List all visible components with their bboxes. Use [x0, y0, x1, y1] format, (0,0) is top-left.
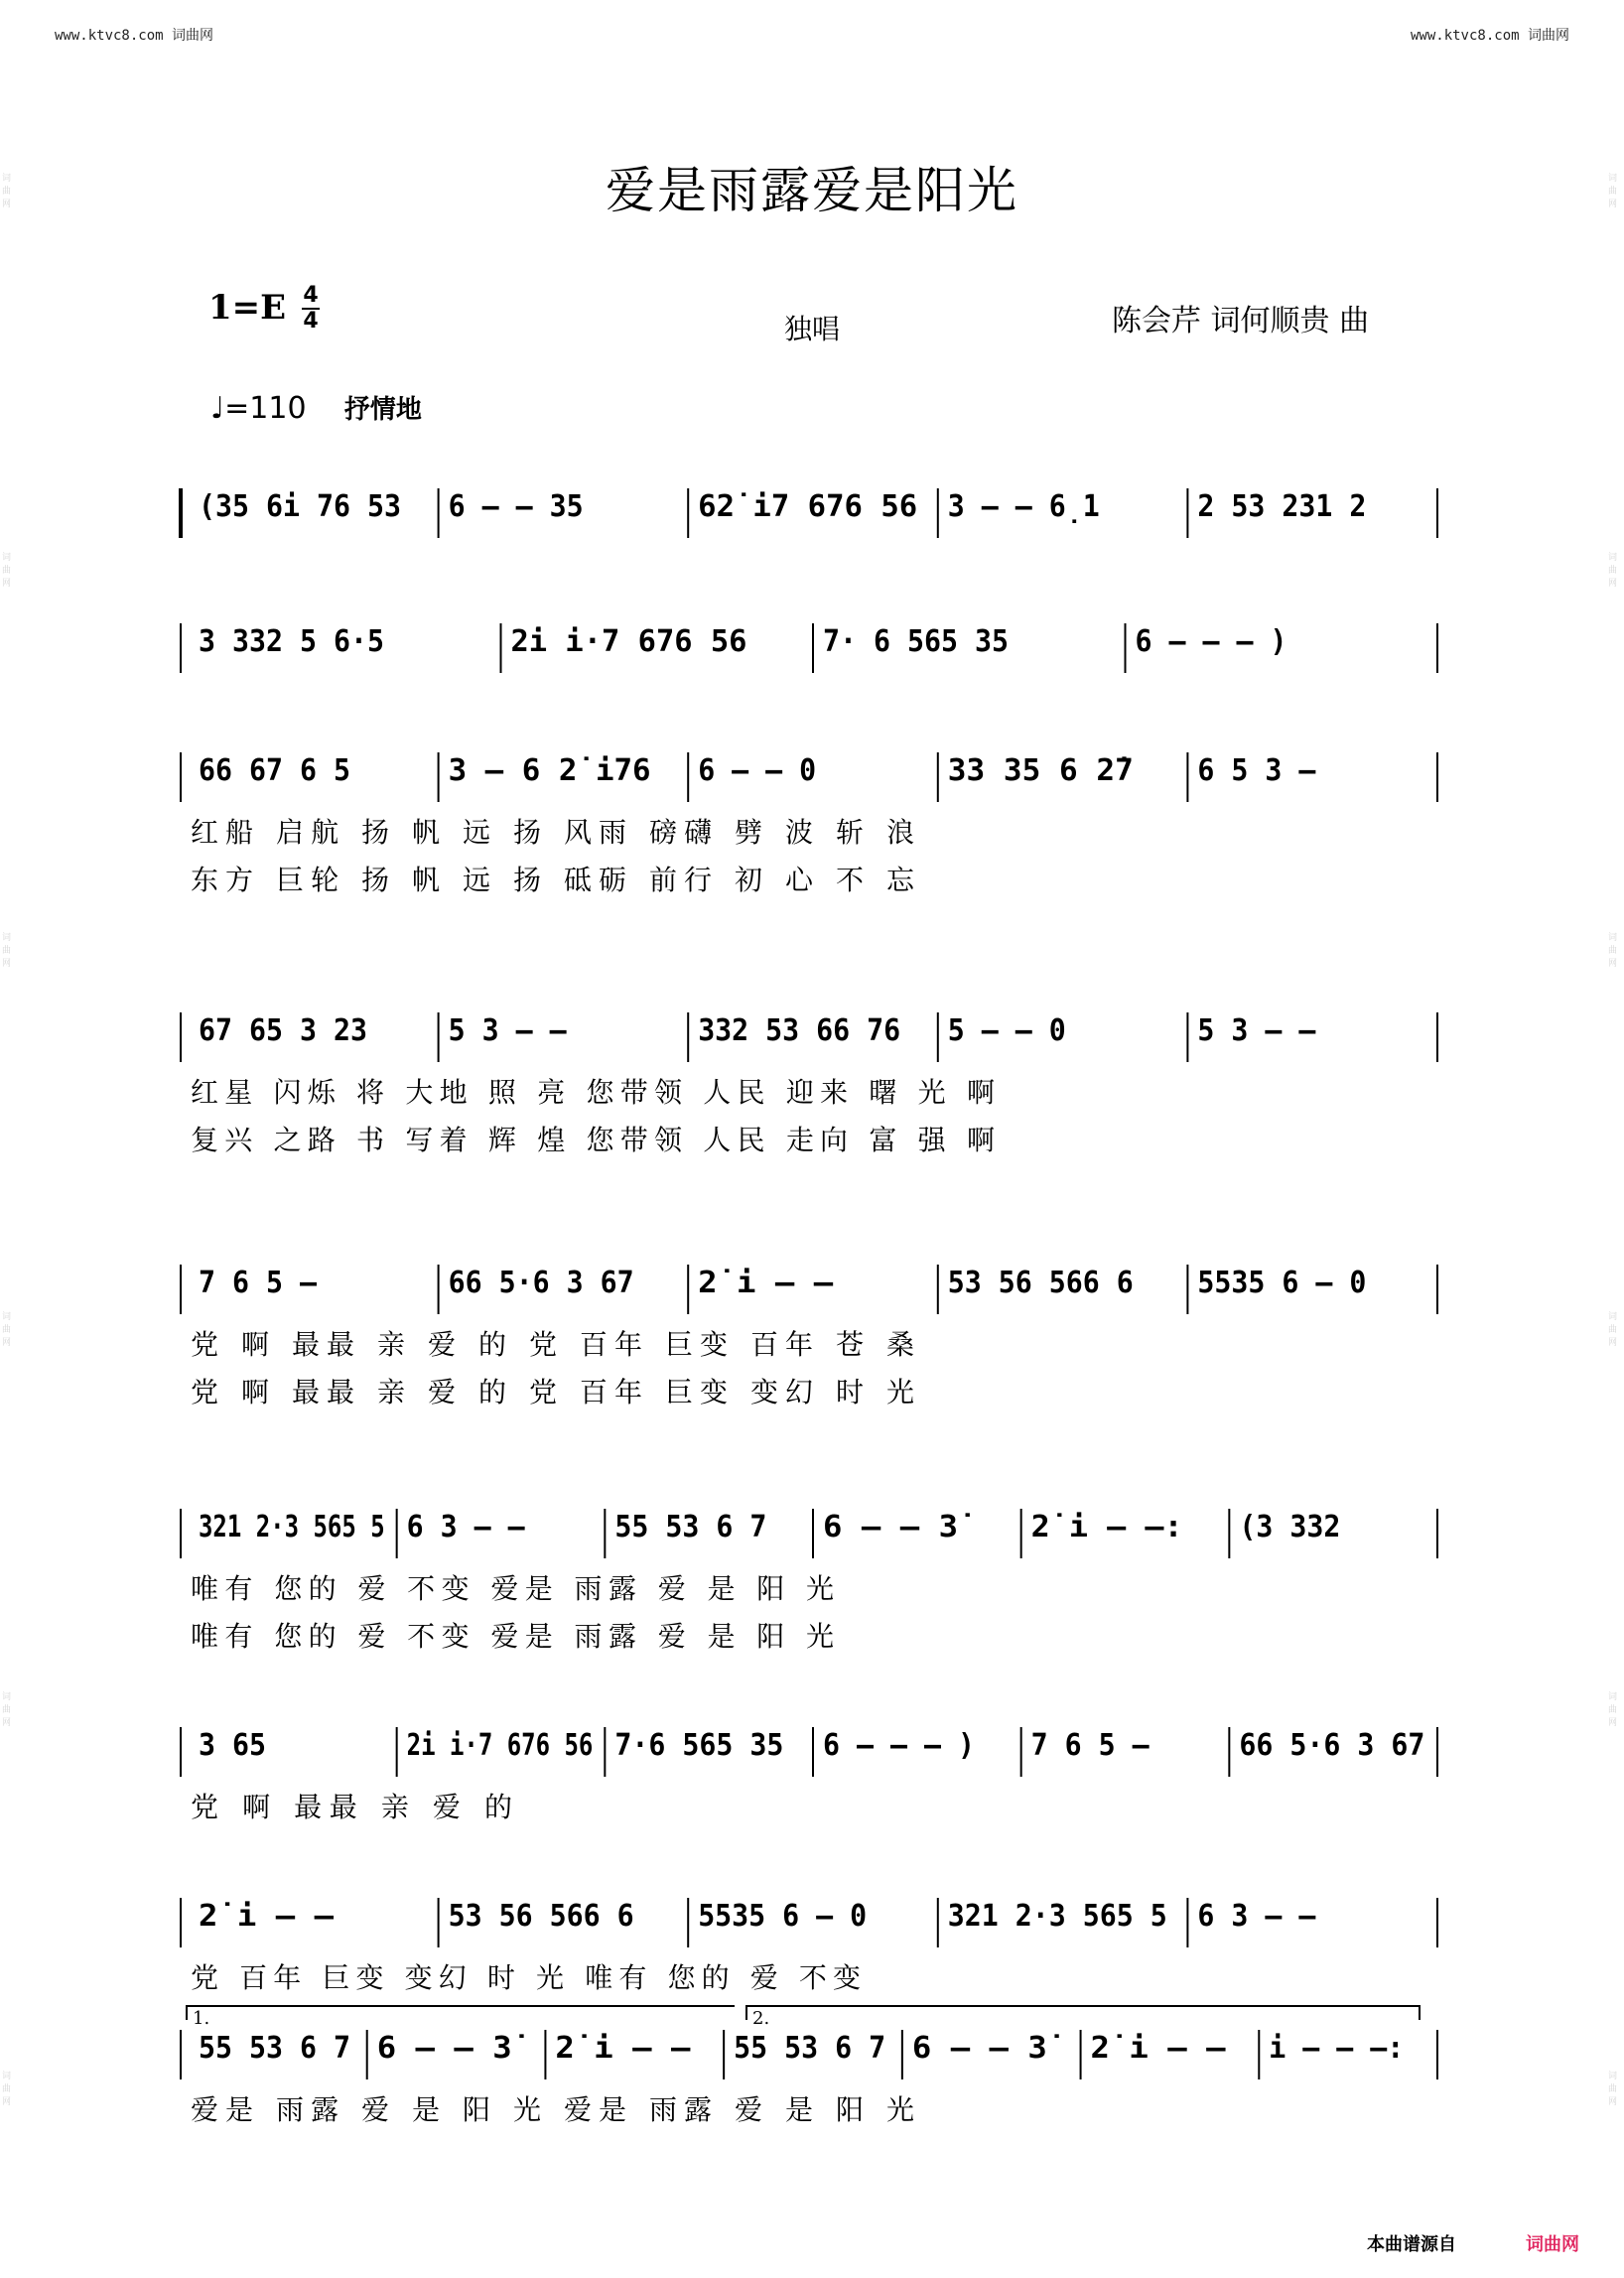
watermark-text: 词曲网 [2, 173, 12, 209]
measure: 7 6 5 – [1030, 1728, 1150, 1763]
measure: 3 – – 6̣1 [947, 489, 1100, 524]
measure: 66 5·6 3 67 [448, 1266, 634, 1300]
performance-type: 独唱 [784, 313, 841, 345]
measure: (3 332 [1239, 1510, 1341, 1544]
measure: 6 – – 3̇ [823, 1510, 971, 1544]
watermark-text: 词曲网 [2, 932, 12, 969]
measure: 55 53 6 7 [614, 1510, 767, 1544]
watermark-text: 词曲网 [1608, 173, 1618, 209]
lyric-line: 复兴 之路 书 写着 辉 煌 您带领 人民 走向 富 强 啊 [191, 1124, 995, 1156]
measure: 2̇ i – –: [1030, 1510, 1183, 1544]
measure: 6 – – 3̇ [911, 2031, 1060, 2066]
measure: 7 6 5 – [199, 1266, 318, 1300]
measure: 2̇i i·7 676 56 [510, 624, 747, 659]
measure: 5 3 – – [1197, 1013, 1317, 1048]
measure: 66 5·6 3 67 [1239, 1728, 1425, 1763]
lyric-line: 唯有 您的 爱 不变 爱是 雨露 爱 是 阳 光 [191, 1620, 834, 1653]
measure: 6 5 3 – [1197, 753, 1317, 788]
expression-mark: 抒情地 [343, 395, 422, 425]
measure: 6 3 – – [1197, 1899, 1317, 1934]
lyric-line: 红星 闪烁 将 大地 照 亮 您带领 人民 迎来 曙 光 啊 [191, 1076, 995, 1109]
watermark-text: 词曲网 [1608, 1312, 1618, 1349]
volta-second-label: 2. [752, 2008, 770, 2029]
measure: 55 53 6 7 [199, 2031, 350, 2066]
volta-second-bracket [746, 2006, 1420, 2020]
measure: 321 2·3 565 5 [199, 1510, 385, 1544]
measure: 321 2·3 565 5 [947, 1899, 1167, 1934]
measure: 66 67 6 5 [199, 753, 350, 788]
measure: 6 – – 35 [448, 489, 584, 524]
measure: 53 56 566 6 [448, 1899, 634, 1934]
measure: 6 – – – ) [1135, 624, 1287, 659]
tempo-mark: ♩=110 [210, 391, 307, 426]
measure: 5 3 – – [448, 1013, 568, 1048]
lyric-line: 红船 启航 扬 帆 远 扬 风雨 磅礴 劈 波 斩 浪 [191, 816, 914, 849]
watermark-text: 词曲网 [1608, 932, 1618, 969]
measure: 6 – – 3̇ [376, 2031, 525, 2066]
measure: 2̇ i – – [1090, 2031, 1227, 2066]
header-left-url: www.ktvc8.com 词曲网 [55, 28, 214, 44]
measure: 2 53 231 2 [1197, 489, 1367, 524]
measure: 6 – – – ) [823, 1728, 975, 1763]
measure: 2̇ i – – [199, 1899, 336, 1934]
measure: 53 56 566 6 [947, 1266, 1134, 1300]
measure: 7·6 565 35 [614, 1728, 784, 1763]
lyric-line: 爱是 雨露 爱 是 阳 光 爱是 雨露 爱 是 阳 光 [191, 2093, 914, 2126]
measure: 2̇ i – – [555, 2031, 692, 2066]
time-signature-top: 4 [303, 283, 319, 308]
measure: 2̇ i – – [698, 1266, 835, 1300]
measure: 5 – – 0 [947, 1013, 1066, 1048]
measure: 5535 6 – 0 [698, 1899, 868, 1934]
measure: 3 – 6 2̇ i76 [448, 753, 651, 788]
lyric-line: 唯有 您的 爱 不变 爱是 雨露 爱 是 阳 光 [191, 1572, 834, 1605]
lyric-line: 党 啊 最最 亲 爱 的 党 百年 巨变 百年 苍 桑 [191, 1328, 914, 1361]
watermark-text: 词曲网 [2, 553, 12, 590]
measure: (35 6i 76 53 [199, 489, 401, 524]
watermark-text: 词曲网 [2, 1312, 12, 1349]
measure: 5535 6 – 0 [1197, 1266, 1367, 1300]
watermark-text: 词曲网 [1608, 1691, 1618, 1728]
watermark-text: 词曲网 [1608, 2072, 1618, 2108]
song-title: 爱是雨露爱是阳光 [606, 162, 1018, 219]
volta-first-bracket [187, 2006, 735, 2020]
source-footer [1367, 2230, 1579, 2256]
measure: 3 332 5 6·5 [199, 624, 384, 659]
time-signature-bottom: 4 [303, 309, 319, 334]
volta-first-label: 1. [193, 2008, 210, 2029]
measure: 6 3 – – [406, 1510, 526, 1544]
lyric-line: 党 百年 巨变 变幻 时 光 唯有 您的 爱 不变 [191, 1961, 861, 1994]
watermark-text: 词曲网 [2, 2072, 12, 2108]
measure: 33 35 6 2̇7 [947, 753, 1134, 788]
watermark-text: 词曲网 [1608, 553, 1618, 590]
song-credits: 陈会芹 词何顺贵 曲 [1112, 304, 1370, 338]
measure: 332 53 66 76 [698, 1013, 901, 1048]
lyric-line: 党 啊 最最 亲 爱 的 党 百年 巨变 变幻 时 光 [191, 1376, 914, 1408]
lyric-line: 党 啊 最最 亲 爱 的 [191, 1791, 512, 1823]
footer-brand: 词曲网 [1526, 2234, 1579, 2255]
key-signature: 1=E [208, 288, 287, 328]
measure: 55 53 6 7 [734, 2031, 886, 2066]
measure: 3 65 [199, 1728, 266, 1763]
footer-label: 本曲谱源自 [1367, 2234, 1456, 2255]
measure: 7· 6 565 35 [823, 624, 1009, 659]
measure: i – – –: [1269, 2031, 1405, 2066]
header-right-url: www.ktvc8.com 词曲网 [1410, 28, 1569, 44]
lyric-line: 东方 巨轮 扬 帆 远 扬 砥砺 前行 初 心 不 忘 [191, 864, 914, 896]
watermark-text: 词曲网 [2, 1691, 12, 1728]
measure: 6 – – 0 [698, 753, 817, 788]
measure: 67 65 3 23 [199, 1013, 367, 1048]
measure: 2̇i i·7 676 56 [406, 1728, 594, 1763]
measure: 62̇ i7 676 56 [698, 489, 918, 524]
